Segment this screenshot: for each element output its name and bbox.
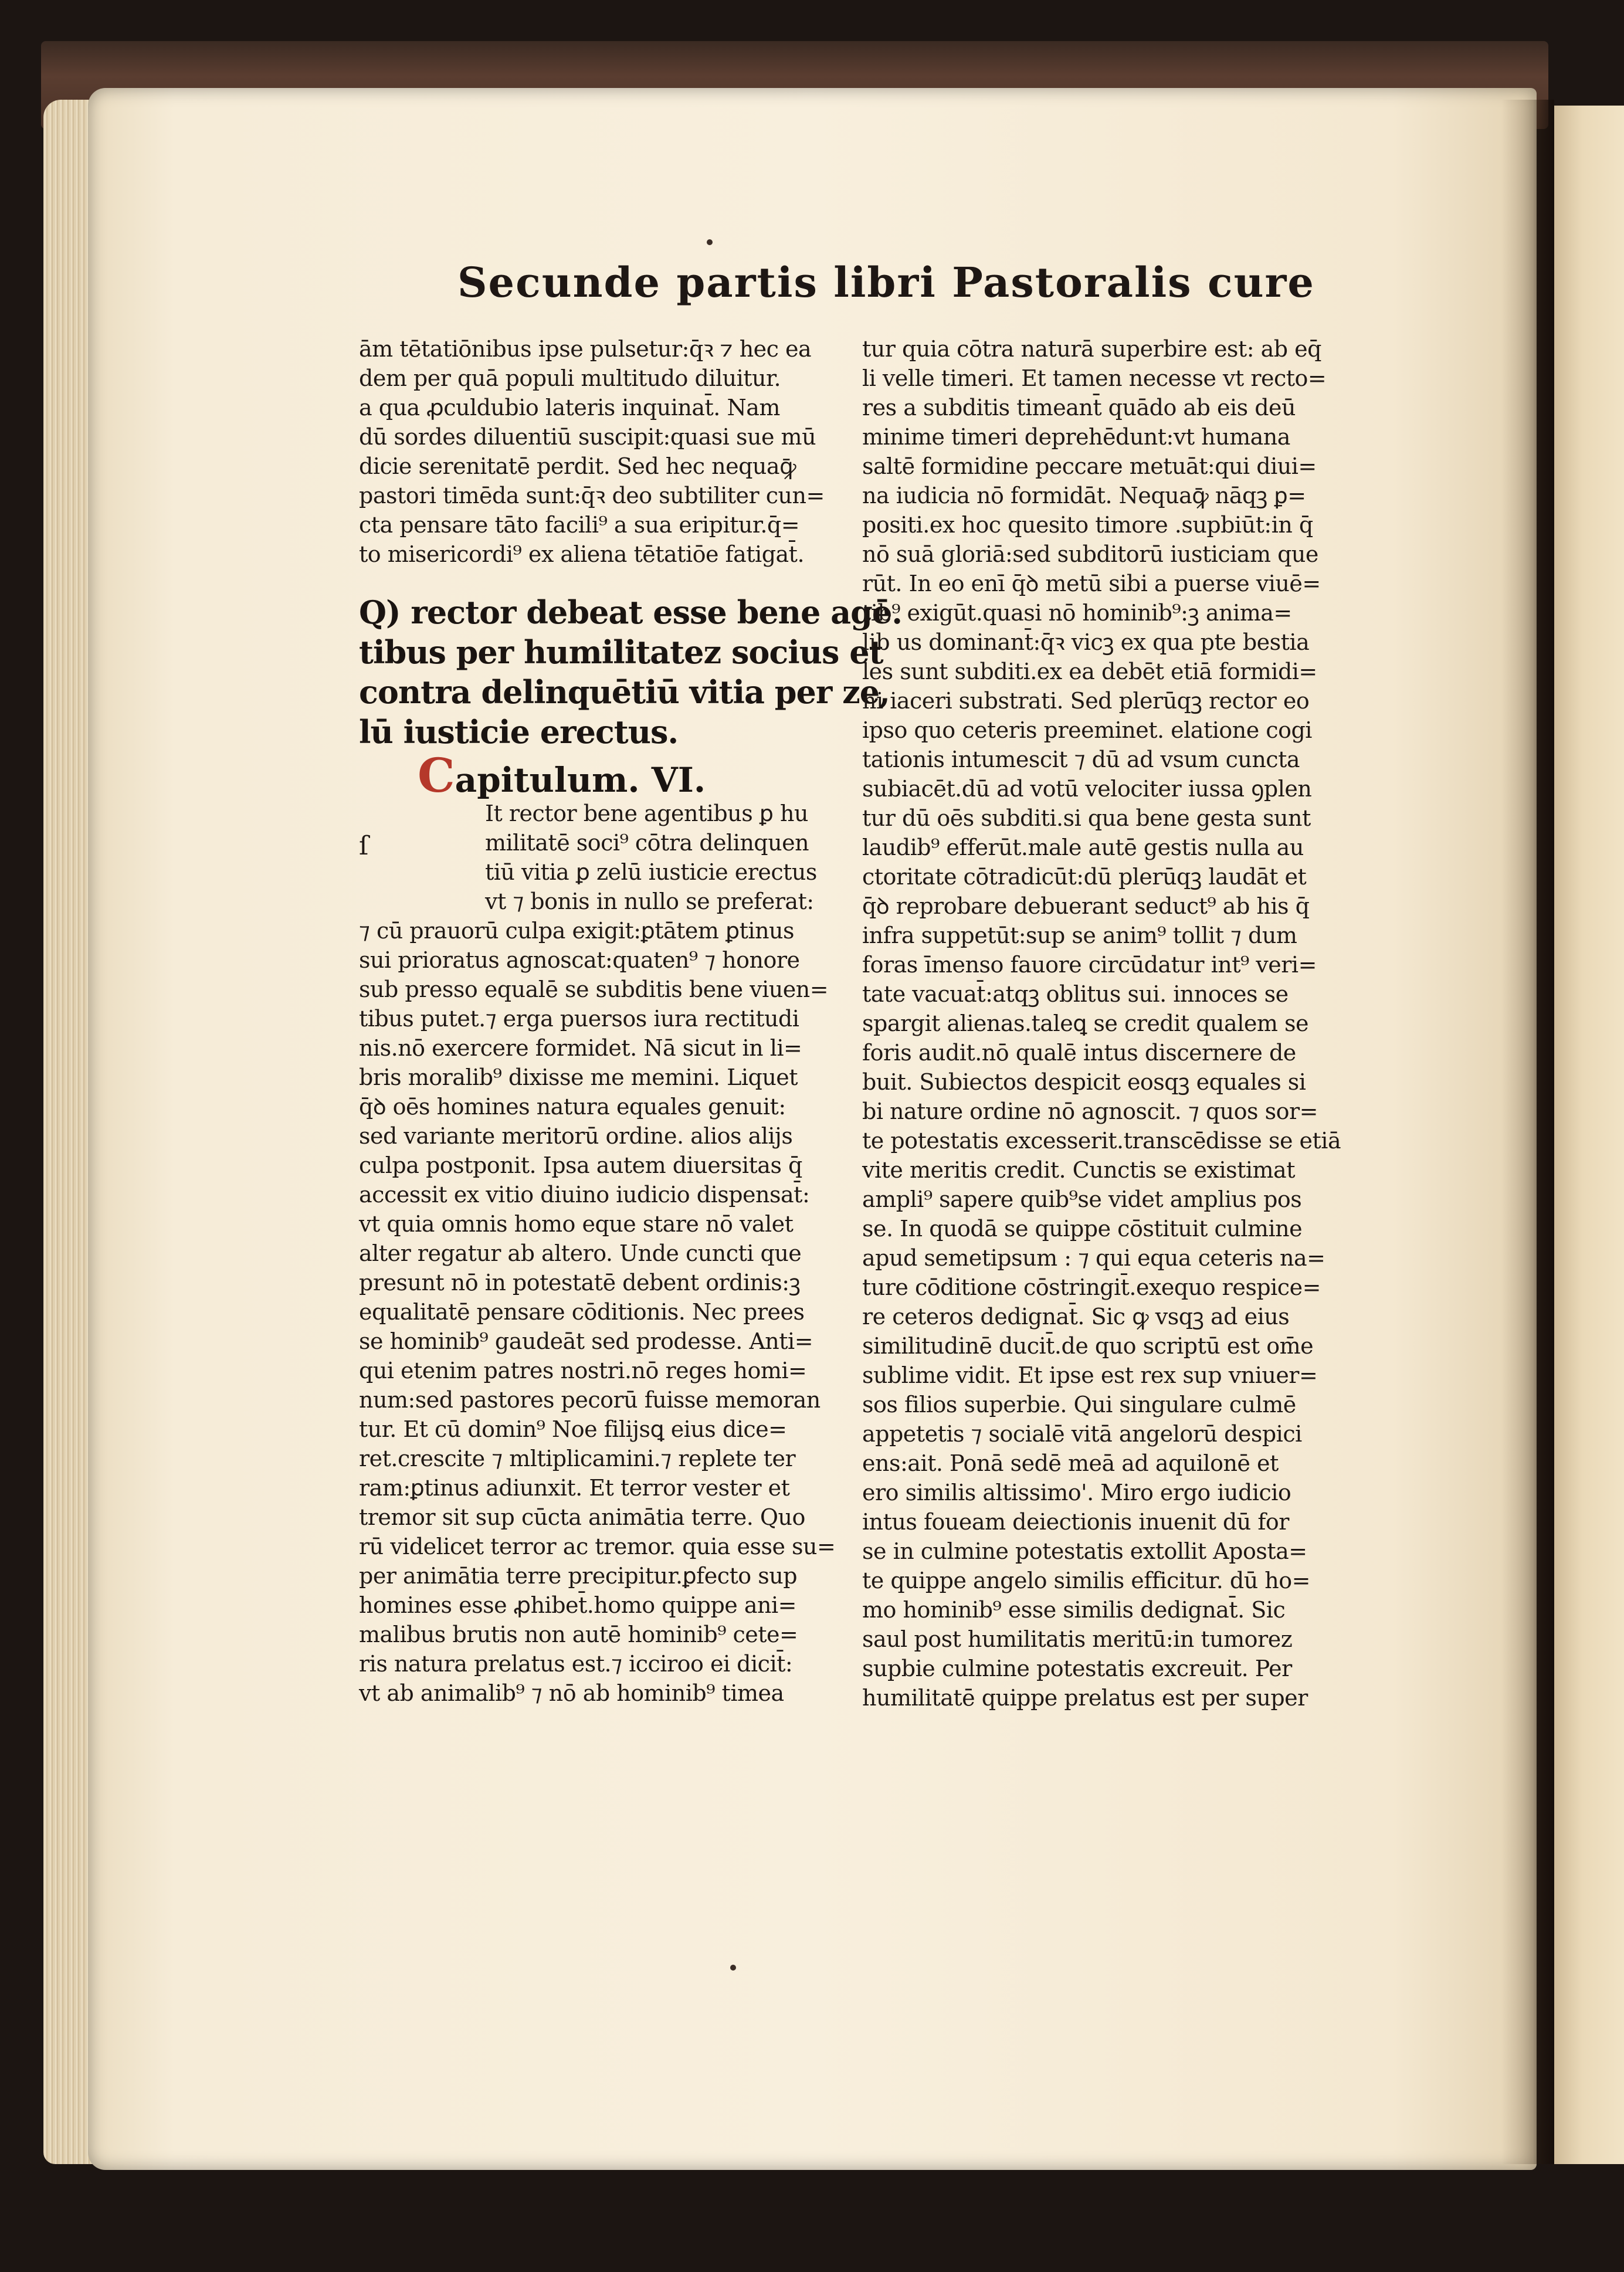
text-line: tremor sit sup cūcta animātia terre. Quo bbox=[359, 1504, 805, 1530]
text-line: tur dū oēs subditi.si qua bene gesta sunt bbox=[862, 805, 1311, 831]
text-line: dū sordes diluentiū suscipit:quasi sue mū bbox=[359, 424, 816, 450]
text-line: laudib⁹ efferūt.male autē gestis nulla au bbox=[862, 835, 1304, 860]
text-line: saul post humilitatis meritū:in tumorez bbox=[862, 1626, 1293, 1652]
chapter-initial-letter: C bbox=[418, 748, 455, 803]
text-line: nō suā gloriā:sed subditorū iusticiam que bbox=[862, 541, 1318, 567]
text-line: It rector bene agentibus ꝑ hu bbox=[485, 801, 808, 826]
text-line: ni iaceri substrati. Sed plerūqꝫ rector eo bbox=[862, 688, 1310, 714]
text-line: a qua ꝓculdubio lateris inquinat̄. Nam bbox=[359, 395, 780, 421]
text-line: apud semetipsum : ⁊ qui equa ceteris na= bbox=[862, 1245, 1325, 1271]
text-line: ampli⁹ sapere quib⁹se videt amplius pos bbox=[862, 1186, 1302, 1212]
text-line: tur. Et cū domin⁹ Noe filijsꝗ eius dice= bbox=[359, 1416, 787, 1442]
text-line: bi nature ordine nō agnoscit. ⁊ quos sor= bbox=[862, 1098, 1318, 1124]
text-line: se in culmine potestatis extollit Aposta= bbox=[862, 1538, 1307, 1564]
text-line: sed variante meritorū ordine. alios alijs bbox=[359, 1123, 793, 1149]
text-line: tur quia cōtra naturā superbire est: ab eq̄ bbox=[862, 336, 1321, 362]
text-line: vt quia omnis homo eque stare nō valet bbox=[359, 1211, 794, 1237]
text-line: positi.ex hoc quesito timore .supbiūt:in q̄ bbox=[862, 512, 1313, 538]
text-line: dem per quā populi multitudo diluitur. bbox=[359, 365, 781, 391]
heading-line: tibus per humilitatez socius et bbox=[359, 633, 883, 671]
text-line: les sunt subditi.ex ea debēt etiā formidi= bbox=[862, 659, 1317, 684]
heading-line: Q) rector debeat esse bene agē. bbox=[359, 594, 902, 631]
text-line: te potestatis excesserit.transcēdisse se etiā bbox=[862, 1128, 1341, 1154]
text-line: tate vacuat̄:atqꝫ oblitus sui. innoces se bbox=[862, 981, 1289, 1007]
text-line: minime timeri deprehēdunt:vt humana bbox=[862, 424, 1290, 450]
text-line: saltē formidine peccare metuāt:qui diui= bbox=[862, 453, 1317, 479]
text-line: rūt. In eo enī q̄ꝺ metū sibi a puerse viuē= bbox=[862, 571, 1321, 596]
text-line: foris audit.nō qualē intus discernere de bbox=[862, 1040, 1296, 1066]
text-line: q̄ꝺ oēs homines natura equales genuit: bbox=[359, 1094, 786, 1120]
text-line: foras īmenso fauore circūdatur int⁹ veri= bbox=[862, 952, 1317, 978]
text-line: lib us dominant̄:q̄ꝛ vicꝫ ex qua pte bestia bbox=[862, 629, 1310, 655]
left-column bbox=[359, 334, 902, 1708]
right-column-text bbox=[862, 334, 1349, 1713]
ink-speck bbox=[730, 1965, 736, 1971]
text-line: buit. Subiectos despicit eosqꝫ equales si bbox=[862, 1069, 1306, 1095]
text-line: homines esse ꝓhibet̄.homo quippe ani= bbox=[359, 1592, 796, 1618]
text-line: cta pensare tāto facili⁹ a sua eripitur.q̄= bbox=[359, 512, 800, 538]
text-line: ām tētatiōnibus ipse pulsetur:q̄ꝛ ⁊ hec ea bbox=[359, 336, 812, 362]
text-line: ero similis altissimo'. Miro ergo iudicio bbox=[862, 1480, 1291, 1505]
text-line: li velle timeri. Et tamen necesse vt recto= bbox=[862, 365, 1327, 391]
text-line: pastori timēda sunt:q̄ꝛ deo subtiliter cun= bbox=[359, 483, 825, 508]
text-line: dicie serenitatē perdit. Sed hec nequaꝙ̄ bbox=[359, 453, 796, 479]
text-line: culpa postponit. Ipsa autem diuersitas q̄ bbox=[359, 1152, 802, 1178]
text-line: supbie culmine potestatis excreuit. Per bbox=[862, 1656, 1292, 1681]
text-line: vite meritis credit. Cunctis se existimat bbox=[862, 1157, 1295, 1183]
text-line: vt ab animalib⁹ ⁊ nō ab hominib⁹ timea bbox=[359, 1680, 784, 1706]
text-line: ctoritate cōtradicūt:dū plerūqꝫ laudāt et bbox=[862, 864, 1307, 890]
text-line: tibus putet.⁊ erga puersos iura rectitudi bbox=[359, 1006, 799, 1032]
text-line: sublime vidit. Et ipse est rex sup vniuer= bbox=[862, 1362, 1318, 1388]
text-line: na iudicia nō formidāt. Nequaꝙ̄ nāqꝫ ꝑ= bbox=[862, 483, 1306, 508]
chapter-title bbox=[418, 748, 846, 803]
text-line: num:sed pastores pecorū fuisse memoran bbox=[359, 1387, 821, 1413]
text-line: malibus brutis non autē hominib⁹ cete= bbox=[359, 1622, 798, 1647]
chapter-title-text: apitulum. VI. bbox=[455, 760, 706, 800]
text-line: ris natura prelatus est.⁊ icciroo ei dicit̄: bbox=[359, 1651, 793, 1677]
text-line: te quippe angelo similis efficitur. dū ho= bbox=[862, 1568, 1310, 1593]
text-line: infra suppetūt:sup se anim⁹ tollit ⁊ dum bbox=[862, 923, 1297, 948]
chapter-heading bbox=[359, 592, 902, 752]
text-line: re ceteros dedignat̄. Sic ꝙ vsqꝫ ad eius bbox=[862, 1304, 1290, 1330]
text-line: similitudinē ducit̄.de quo scriptū est om̄e bbox=[862, 1333, 1314, 1359]
text-line: tiū vitia ꝑ zelū iusticie erectus bbox=[485, 859, 817, 885]
heading-line: lū iusticie erectus. bbox=[359, 713, 679, 751]
text-line: rū videlicet terror ac tremor. quia esse su= bbox=[359, 1534, 836, 1559]
text-line: intus foueam deiectionis inuenit dū for bbox=[862, 1509, 1289, 1535]
text-line: mo hominib⁹ esse similis dedignat̄. Sic bbox=[862, 1597, 1286, 1623]
text-line: humilitatē quippe prelatus est per super bbox=[862, 1685, 1308, 1711]
text-line: ram:ꝑtinus adiunxit. Et terror vester et bbox=[359, 1475, 790, 1501]
left-column-body-text bbox=[359, 916, 846, 1708]
text-line: q̄ꝺ reprobare debuerant seduct⁹ ab his q̄ bbox=[862, 893, 1310, 919]
text-line: ipso quo ceteris preeminet. elatione cogi bbox=[862, 717, 1312, 743]
margin-mark: ſ bbox=[359, 831, 369, 861]
text-line: accessit ex vitio diuino iudicio dispensat̄: bbox=[359, 1182, 810, 1208]
text-line: per animātia terre precipitur.ꝑfecto sup bbox=[359, 1563, 798, 1589]
text-line: tib⁹ exigūt.quasi nō hominib⁹:ꝫ anima= bbox=[862, 600, 1292, 626]
text-line: militatē soci⁹ cōtra delinquen bbox=[485, 830, 809, 856]
text-line: ret.crescite ⁊ mltiplicamini.⁊ replete ter bbox=[359, 1446, 796, 1471]
text-line: subiacēt.dū ad votū velociter iussa ꝯplen bbox=[862, 776, 1312, 802]
text-line: tationis intumescit ⁊ dū ad vsum cuncta bbox=[862, 747, 1300, 772]
left-column-top-text bbox=[359, 334, 846, 569]
text-line: sub presso equalē se subditis bene viuen= bbox=[359, 976, 829, 1002]
ink-speck bbox=[707, 239, 713, 245]
text-line: sui prioratus agnoscat:quaten⁹ ⁊ honore bbox=[359, 947, 800, 973]
gutter-shadow bbox=[1501, 100, 1554, 2164]
text-line: sos filios superbie. Qui singulare culmē bbox=[862, 1392, 1296, 1418]
text-line: vt ⁊ bonis in nullo se preferat: bbox=[485, 889, 814, 914]
text-line: bris moralib⁹ dixisse me memini. Liquet bbox=[359, 1064, 798, 1090]
text-line: ens:ait. Ponā sedē meā ad aquilonē et bbox=[862, 1450, 1279, 1476]
text-line: se. In quodā se quippe cōstituit culmine bbox=[862, 1216, 1303, 1242]
text-line: spargit alienas.taleꝗ se credit qualem se bbox=[862, 1010, 1308, 1036]
text-line: qui etenim patres nostri.nō reges homi= bbox=[359, 1358, 807, 1383]
right-column bbox=[862, 334, 1349, 1713]
text-line: res a subditis timeant̄ quādo ab eis deū bbox=[862, 395, 1296, 421]
text-line: ⁊ cū prauorū culpa exigit:ꝑtātem ꝑtinus bbox=[359, 918, 795, 944]
text-line: se hominib⁹ gaudeāt sed prodesse. Anti= bbox=[359, 1328, 813, 1354]
text-line: ture cōditione cōstringit̄.exequo respice= bbox=[862, 1274, 1321, 1300]
text-line: presunt nō in potestatē debent ordinis:ꝫ bbox=[359, 1270, 801, 1296]
text-line: alter regatur ab altero. Unde cuncti que bbox=[359, 1240, 802, 1266]
text-line: to misericordi⁹ ex aliena tētatiōe fatigat̄. bbox=[359, 541, 805, 567]
text-line: equalitatē pensare cōditionis. Nec prees bbox=[359, 1299, 805, 1325]
text-line: appetetis ⁊ socialē vitā angelorū despici bbox=[862, 1421, 1302, 1447]
text-line: nis.nō exercere formidet. Nā sicut in li= bbox=[359, 1035, 802, 1061]
heading-line: contra delinquētiū vitia per ze, bbox=[359, 673, 890, 711]
facing-page-edge bbox=[1554, 106, 1624, 2164]
indented-lines bbox=[359, 799, 846, 916]
running-head: Secunde partis libri Pastoralis cure bbox=[457, 258, 1315, 307]
